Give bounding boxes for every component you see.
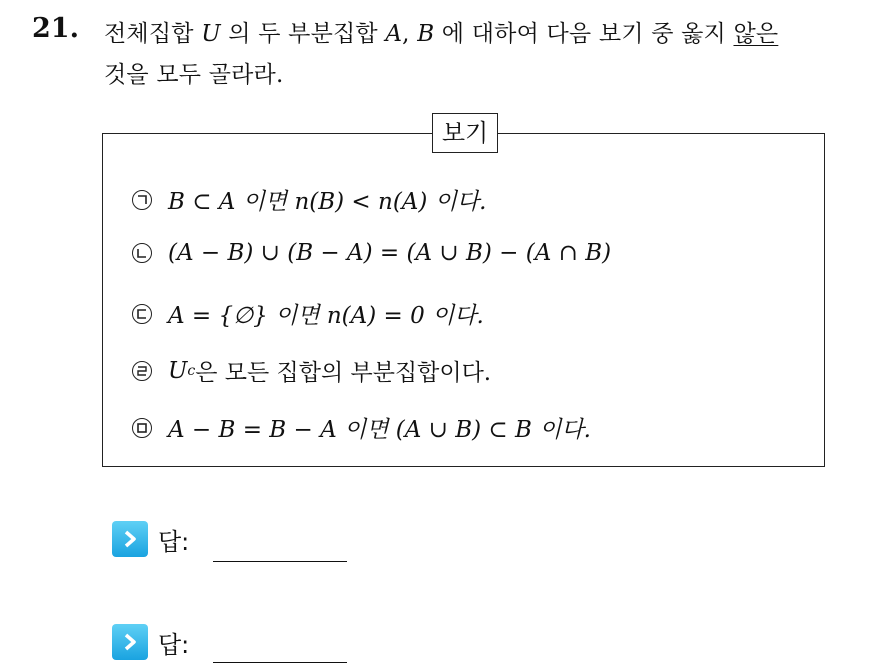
answer-blank-2[interactable]	[213, 662, 347, 663]
marker-nieun-icon	[132, 243, 152, 263]
bogi-item-text: A − B = B − A 이면 (A ∪ B) ⊂ B 이다.	[168, 417, 591, 443]
answer-row-2	[112, 624, 189, 660]
var-a: A	[385, 21, 403, 47]
var-b: B	[417, 21, 435, 47]
comma: ,	[402, 21, 418, 47]
bogi-item-2	[132, 240, 611, 266]
question-text-a: 전체집합	[104, 21, 202, 47]
var-u-complement: U	[168, 357, 188, 384]
chevron-right-icon	[112, 624, 148, 660]
marker-giyeok-icon	[132, 190, 152, 210]
bogi-item-4	[132, 354, 491, 387]
marker-digeut-icon	[132, 304, 152, 324]
chevron-right-icon	[112, 521, 148, 557]
marker-rieul-icon	[132, 361, 152, 381]
bogi-item-text: 은 모든 집합의 부분집합이다.	[195, 360, 492, 386]
question-text-line-2: 것을 모두 골라라.	[104, 62, 284, 88]
complement-sup: c	[187, 362, 196, 379]
bogi-item-5	[132, 411, 591, 444]
answer-row-1	[112, 521, 189, 557]
bogi-item-3	[132, 297, 484, 330]
bogi-item-text: B ⊂ A 이면 n(B) < n(A) 이다.	[168, 189, 487, 215]
var-u: U	[201, 21, 221, 47]
answer-label: 답:	[158, 527, 190, 556]
answer-label: 답:	[158, 630, 190, 659]
bogi-item-text: A = {∅} 이면 n(A) = 0 이다.	[168, 303, 484, 329]
answer-blank-1[interactable]	[213, 561, 347, 562]
bogi-item-text: (A − B) ∪ (B − A) = (A ∪ B) − (A ∩ B)	[168, 240, 612, 266]
question-number: 21.	[32, 13, 79, 44]
underlined-word: 않은	[733, 21, 779, 47]
bogi-label: 보기	[432, 113, 498, 153]
question-text-line-1	[104, 15, 778, 48]
question-text-c: 에 대하여 다음 보기 중 옳지	[434, 21, 734, 47]
bogi-item-1	[132, 183, 486, 216]
marker-mieum-icon	[132, 418, 152, 438]
question-text-b: 의 두 부분집합	[220, 21, 386, 47]
